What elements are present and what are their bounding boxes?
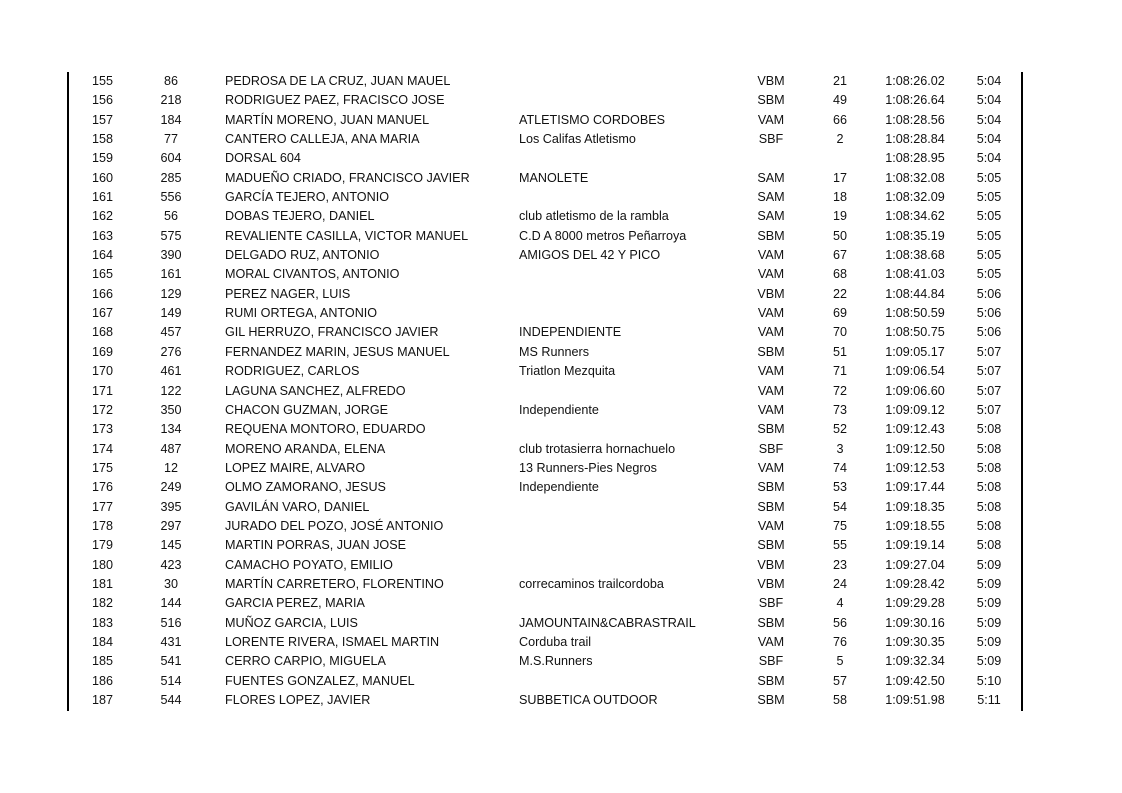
bib-number: 285 xyxy=(160,170,182,185)
finish-time: 1:08:26.02 xyxy=(885,74,945,88)
category: SBM xyxy=(757,93,785,108)
overall-position: 178 xyxy=(91,518,113,533)
runner-name: OLMO ZAMORANO, JESUS xyxy=(225,480,386,495)
category-position: 57 xyxy=(832,673,847,688)
category: SBM xyxy=(757,615,785,630)
category-position: 54 xyxy=(832,499,847,514)
table-row xyxy=(0,362,1122,381)
bib-number: 249 xyxy=(160,480,182,495)
bib-number: 514 xyxy=(160,673,182,688)
table-row xyxy=(0,575,1122,594)
overall-position: 180 xyxy=(91,557,113,572)
runner-name: MARTIN PORRAS, JUAN JOSE xyxy=(225,538,407,553)
bib-number: 276 xyxy=(160,344,182,359)
bib-number: 149 xyxy=(160,306,182,321)
overall-position: 176 xyxy=(91,480,113,495)
category: SBM xyxy=(757,673,785,688)
table-row xyxy=(0,149,1122,168)
overall-position: 167 xyxy=(91,306,113,321)
category-position: 17 xyxy=(832,170,847,185)
bib-number: 218 xyxy=(160,93,182,108)
bib-number: 30 xyxy=(163,576,178,591)
pace: 5:05 xyxy=(976,190,1002,205)
finish-time: 1:08:41.03 xyxy=(885,267,945,282)
runner-name: GAVILÁN VARO, DANIEL xyxy=(225,499,370,514)
runner-name: FUENTES GONZALEZ, MANUEL xyxy=(225,673,415,688)
bib-number: 423 xyxy=(160,557,182,572)
bib-number: 56 xyxy=(163,209,178,224)
category-position: 53 xyxy=(832,480,847,495)
overall-position: 184 xyxy=(91,634,113,649)
bib-number: 12 xyxy=(163,460,178,475)
pace: 5:11 xyxy=(977,693,1001,707)
overall-position: 156 xyxy=(91,93,113,108)
pace: 5:04 xyxy=(976,112,1002,127)
runner-name: PEREZ NAGER, LUIS xyxy=(225,286,351,301)
pace: 5:05 xyxy=(976,209,1002,224)
pace: 5:05 xyxy=(976,248,1002,263)
table-row xyxy=(0,691,1122,710)
table-row xyxy=(0,556,1122,575)
category: VAM xyxy=(757,364,785,379)
overall-position: 185 xyxy=(91,654,113,669)
overall-position: 161 xyxy=(91,190,113,205)
runner-name: FLORES LOPEZ, JAVIER xyxy=(225,693,371,707)
runner-name: DORSAL 604 xyxy=(225,151,301,166)
club-name: Independiente xyxy=(519,480,599,495)
overall-position: 155 xyxy=(91,74,113,88)
runner-name: LAGUNA SANCHEZ, ALFREDO xyxy=(225,383,406,398)
runner-name: GARCIA PEREZ, MARIA xyxy=(225,596,365,611)
category: VBM xyxy=(757,576,785,591)
finish-time: 1:09:09.12 xyxy=(885,402,945,417)
finish-time: 1:08:50.75 xyxy=(885,325,945,340)
finish-time: 1:08:38.68 xyxy=(885,248,945,263)
overall-position: 172 xyxy=(91,402,113,417)
table-row xyxy=(0,440,1122,459)
category: SBF xyxy=(758,441,784,456)
pace: 5:08 xyxy=(976,480,1002,495)
bib-number: 184 xyxy=(160,112,182,127)
pace: 5:08 xyxy=(976,518,1002,533)
bib-number: 86 xyxy=(163,74,178,88)
pace: 5:09 xyxy=(976,615,1002,630)
category-position: 74 xyxy=(832,460,847,475)
overall-position: 159 xyxy=(91,151,113,166)
pace: 5:07 xyxy=(976,383,1002,398)
category-position: 18 xyxy=(832,190,847,205)
bib-number: 544 xyxy=(160,693,182,707)
club-name: Corduba trail xyxy=(519,634,592,649)
runner-name: CHACON GUZMAN, JORGE xyxy=(225,402,389,417)
category-position: 3 xyxy=(836,441,844,456)
overall-position: 164 xyxy=(91,248,113,263)
table-row xyxy=(0,672,1122,691)
category-position: 51 xyxy=(832,344,847,359)
table-row xyxy=(0,343,1122,362)
bib-number: 145 xyxy=(160,538,182,553)
finish-time: 1:08:28.84 xyxy=(885,132,945,147)
category: VAM xyxy=(757,325,785,340)
table-row xyxy=(0,517,1122,536)
category: VAM xyxy=(757,248,785,263)
overall-position: 163 xyxy=(91,228,113,243)
runner-name: RODRIGUEZ PAEZ, FRACISCO JOSE xyxy=(225,93,445,108)
category-position: 55 xyxy=(832,538,847,553)
club-name: Independiente xyxy=(519,402,599,417)
finish-time: 1:09:51.98 xyxy=(885,693,945,707)
category: SBM xyxy=(757,422,785,437)
category-position: 72 xyxy=(832,383,847,398)
runner-name: REVALIENTE CASILLA, VICTOR MANUEL xyxy=(225,228,469,243)
overall-position: 168 xyxy=(91,325,113,340)
pace: 5:09 xyxy=(976,557,1002,572)
category-position: 58 xyxy=(832,693,847,707)
runner-name: CAMACHO POYATO, EMILIO xyxy=(225,557,393,572)
table-row xyxy=(0,265,1122,284)
overall-position: 181 xyxy=(91,576,113,591)
overall-position: 183 xyxy=(91,615,113,630)
overall-position: 158 xyxy=(91,132,113,147)
pace: 5:09 xyxy=(976,576,1002,591)
pace: 5:08 xyxy=(976,538,1002,553)
overall-position: 186 xyxy=(91,673,113,688)
finish-time: 1:09:30.16 xyxy=(885,615,945,630)
category: VAM xyxy=(757,112,785,127)
runner-name: LOPEZ MAIRE, ALVARO xyxy=(225,460,366,475)
pace: 5:04 xyxy=(976,74,1002,88)
category: VBM xyxy=(757,557,785,572)
finish-time: 1:09:18.55 xyxy=(885,518,945,533)
pace: 5:07 xyxy=(976,344,1002,359)
bib-number: 122 xyxy=(160,383,182,398)
bib-number: 541 xyxy=(160,654,182,669)
finish-time: 1:08:32.08 xyxy=(885,170,945,185)
table-row xyxy=(0,207,1122,226)
bib-number: 129 xyxy=(160,286,182,301)
finish-time: 1:08:35.19 xyxy=(885,228,945,243)
table-row xyxy=(0,72,1122,91)
bib-number: 390 xyxy=(160,248,182,263)
runner-name: MARTÍN MORENO, JUAN MANUEL xyxy=(225,112,430,127)
overall-position: 162 xyxy=(91,209,113,224)
overall-position: 187 xyxy=(91,693,113,707)
finish-time: 1:08:32.09 xyxy=(885,190,945,205)
finish-time: 1:09:12.53 xyxy=(885,460,945,475)
table-row xyxy=(0,498,1122,517)
runner-name: RUMI ORTEGA, ANTONIO xyxy=(225,306,378,321)
category-position: 67 xyxy=(832,248,847,263)
category: SBF xyxy=(758,654,784,669)
bib-number: 161 xyxy=(160,267,182,282)
bib-number: 395 xyxy=(160,499,182,514)
category: VAM xyxy=(757,267,785,282)
finish-time: 1:09:42.50 xyxy=(885,673,945,688)
table-row xyxy=(0,614,1122,633)
category: VBM xyxy=(757,74,785,88)
category: SBM xyxy=(757,228,785,243)
bib-number: 134 xyxy=(160,422,182,437)
category-position: 66 xyxy=(832,112,847,127)
finish-time: 1:09:30.35 xyxy=(885,634,945,649)
overall-position: 177 xyxy=(91,499,113,514)
club-name: Triatlon Mezquita xyxy=(519,364,616,379)
finish-time: 1:09:12.50 xyxy=(885,441,945,456)
bib-number: 144 xyxy=(160,596,182,611)
finish-time: 1:09:06.60 xyxy=(885,383,945,398)
results-table xyxy=(0,72,1122,710)
runner-name: PEDROSA DE LA CRUZ, JUAN MAUEL xyxy=(225,74,451,88)
pace: 5:05 xyxy=(976,228,1002,243)
pace: 5:06 xyxy=(976,325,1002,340)
runner-name: MADUEÑO CRIADO, FRANCISCO JAVIER xyxy=(225,170,470,185)
finish-time: 1:08:28.56 xyxy=(885,112,945,127)
table-row xyxy=(0,633,1122,652)
overall-position: 165 xyxy=(91,267,113,282)
overall-position: 182 xyxy=(91,596,113,611)
pace: 5:09 xyxy=(976,596,1002,611)
category-position: 2 xyxy=(836,132,844,147)
overall-position: 173 xyxy=(91,422,113,437)
category-position: 73 xyxy=(832,402,847,417)
category: VBM xyxy=(757,286,785,301)
table-row xyxy=(0,323,1122,342)
category: SBM xyxy=(757,538,785,553)
category-position: 75 xyxy=(832,518,847,533)
category-position: 70 xyxy=(832,325,847,340)
finish-time: 1:08:26.64 xyxy=(885,93,945,108)
finish-time: 1:08:34.62 xyxy=(885,209,945,224)
finish-time: 1:09:28.42 xyxy=(885,576,945,591)
bib-number: 556 xyxy=(160,190,182,205)
finish-time: 1:09:19.14 xyxy=(885,538,945,553)
table-row xyxy=(0,246,1122,265)
club-name: Los Califas Atletismo xyxy=(519,132,636,147)
category-position: 23 xyxy=(832,557,847,572)
overall-position: 175 xyxy=(91,460,113,475)
runner-name: DOBAS TEJERO, DANIEL xyxy=(225,209,375,224)
runner-name: FERNANDEZ MARIN, JESUS MANUEL xyxy=(225,344,450,359)
pace: 5:06 xyxy=(976,306,1002,321)
category-position: 22 xyxy=(832,286,847,301)
pace: 5:05 xyxy=(976,170,1002,185)
category-position: 52 xyxy=(832,422,847,437)
overall-position: 166 xyxy=(91,286,113,301)
table-row xyxy=(0,227,1122,246)
category-position: 19 xyxy=(832,209,847,224)
category: SBM xyxy=(757,693,785,707)
runner-name: JURADO DEL POZO, JOSÉ ANTONIO xyxy=(225,518,444,533)
finish-time: 1:09:12.43 xyxy=(885,422,945,437)
runner-name: GIL HERRUZO, FRANCISCO JAVIER xyxy=(225,325,439,340)
table-row xyxy=(0,304,1122,323)
category: VAM xyxy=(757,634,785,649)
category-position: 71 xyxy=(832,364,847,379)
category-position: 56 xyxy=(832,615,847,630)
bib-number: 350 xyxy=(160,402,182,417)
category: SAM xyxy=(757,209,785,224)
pace: 5:09 xyxy=(976,634,1002,649)
runner-name: MORENO ARANDA, ELENA xyxy=(225,441,386,456)
overall-position: 170 xyxy=(91,364,113,379)
finish-time: 1:09:06.54 xyxy=(885,364,945,379)
bib-number: 297 xyxy=(160,518,182,533)
table-row xyxy=(0,188,1122,207)
category-position: 5 xyxy=(836,654,844,669)
category-position: 68 xyxy=(832,267,847,282)
finish-time: 1:09:05.17 xyxy=(885,344,945,359)
runner-name: LORENTE RIVERA, ISMAEL MARTIN xyxy=(225,634,440,649)
pace: 5:09 xyxy=(976,654,1002,669)
table-row xyxy=(0,169,1122,188)
bib-number: 431 xyxy=(160,634,182,649)
club-name: SUBBETICA OUTDOOR xyxy=(519,693,658,707)
pace: 5:04 xyxy=(976,132,1002,147)
table-row xyxy=(0,594,1122,613)
club-name: M.S.Runners xyxy=(519,654,593,669)
pace: 5:05 xyxy=(976,267,1002,282)
category-position: 24 xyxy=(832,576,847,591)
club-name: ATLETISMO CORDOBES xyxy=(519,112,666,127)
runner-name: RODRIGUEZ, CARLOS xyxy=(225,364,360,379)
pace: 5:06 xyxy=(976,286,1002,301)
table-row xyxy=(0,652,1122,671)
table-row xyxy=(0,420,1122,439)
finish-time: 1:08:44.84 xyxy=(885,286,945,301)
finish-time: 1:09:17.44 xyxy=(885,480,945,495)
table-row xyxy=(0,459,1122,478)
category-position: 76 xyxy=(832,634,847,649)
category: VAM xyxy=(757,383,785,398)
pace: 5:07 xyxy=(976,402,1002,417)
club-name: INDEPENDIENTE xyxy=(519,325,622,340)
overall-position: 171 xyxy=(91,383,113,398)
category-position: 50 xyxy=(832,228,847,243)
runner-name: GARCÍA TEJERO, ANTONIO xyxy=(225,190,389,205)
category-position: 21 xyxy=(832,74,847,88)
category: VAM xyxy=(757,306,785,321)
table-row xyxy=(0,130,1122,149)
bib-number: 604 xyxy=(160,151,182,166)
finish-time: 1:08:50.59 xyxy=(885,306,945,321)
club-name: MS Runners xyxy=(519,344,589,359)
category-position: 69 xyxy=(832,306,847,321)
category: VAM xyxy=(757,402,785,417)
pace: 5:08 xyxy=(976,441,1002,456)
category-position: 4 xyxy=(836,596,844,611)
table-row xyxy=(0,478,1122,497)
finish-time: 1:09:29.28 xyxy=(885,596,945,611)
runner-name: CERRO CARPIO, MIGUELA xyxy=(225,654,386,669)
overall-position: 160 xyxy=(91,170,113,185)
overall-position: 179 xyxy=(91,538,113,553)
runner-name: MORAL CIVANTOS, ANTONIO xyxy=(225,267,400,282)
club-name: JAMOUNTAIN&CABRASTRAIL xyxy=(519,615,696,630)
table-row xyxy=(0,536,1122,555)
finish-time: 1:09:32.34 xyxy=(885,654,945,669)
category: VAM xyxy=(757,518,785,533)
runner-name: CANTERO CALLEJA, ANA MARIA xyxy=(225,132,420,147)
bib-number: 575 xyxy=(160,228,182,243)
pace: 5:07 xyxy=(976,364,1002,379)
bib-number: 516 xyxy=(160,615,182,630)
category: VAM xyxy=(757,460,785,475)
category-position: 49 xyxy=(832,93,847,108)
category: SBF xyxy=(758,132,784,147)
pace: 5:10 xyxy=(976,673,1002,688)
club-name: MANOLETE xyxy=(519,170,589,185)
table-row xyxy=(0,382,1122,401)
club-name: club atletismo de la rambla xyxy=(519,209,669,224)
category: SBM xyxy=(757,499,785,514)
runner-name: MUÑOZ GARCIA, LUIS xyxy=(225,615,358,630)
finish-time: 1:09:27.04 xyxy=(885,557,945,572)
table-row xyxy=(0,285,1122,304)
category: SBF xyxy=(758,596,784,611)
club-name: AMIGOS DEL 42 Y PICO xyxy=(519,248,661,263)
category: SAM xyxy=(757,170,785,185)
bib-number: 457 xyxy=(160,325,182,340)
runner-name: REQUENA MONTORO, EDUARDO xyxy=(225,422,426,437)
table-row xyxy=(0,111,1122,130)
overall-position: 174 xyxy=(91,441,113,456)
bib-number: 77 xyxy=(163,132,178,147)
overall-position: 169 xyxy=(91,344,113,359)
overall-position: 157 xyxy=(91,112,113,127)
pace: 5:04 xyxy=(976,93,1002,108)
bib-number: 487 xyxy=(160,441,182,456)
category: SAM xyxy=(757,190,785,205)
pace: 5:08 xyxy=(976,460,1002,475)
club-name: 13 Runners-Pies Negros xyxy=(519,460,657,475)
bib-number: 461 xyxy=(160,364,182,379)
club-name: correcaminos trailcordoba xyxy=(519,576,664,591)
pace: 5:08 xyxy=(976,499,1002,514)
finish-time: 1:09:18.35 xyxy=(885,499,945,514)
club-name: club trotasierra hornachuelo xyxy=(519,441,676,456)
table-row xyxy=(0,401,1122,420)
category: SBM xyxy=(757,344,785,359)
runner-name: MARTÍN CARRETERO, FLORENTINO xyxy=(225,576,444,591)
finish-time: 1:08:28.95 xyxy=(885,151,945,166)
club-name: C.D A 8000 metros Peñarroya xyxy=(519,228,687,243)
pace: 5:08 xyxy=(976,422,1002,437)
pace: 5:04 xyxy=(976,151,1002,166)
runner-name: DELGADO RUZ, ANTONIO xyxy=(225,248,380,263)
table-row xyxy=(0,91,1122,110)
category: SBM xyxy=(757,480,785,495)
